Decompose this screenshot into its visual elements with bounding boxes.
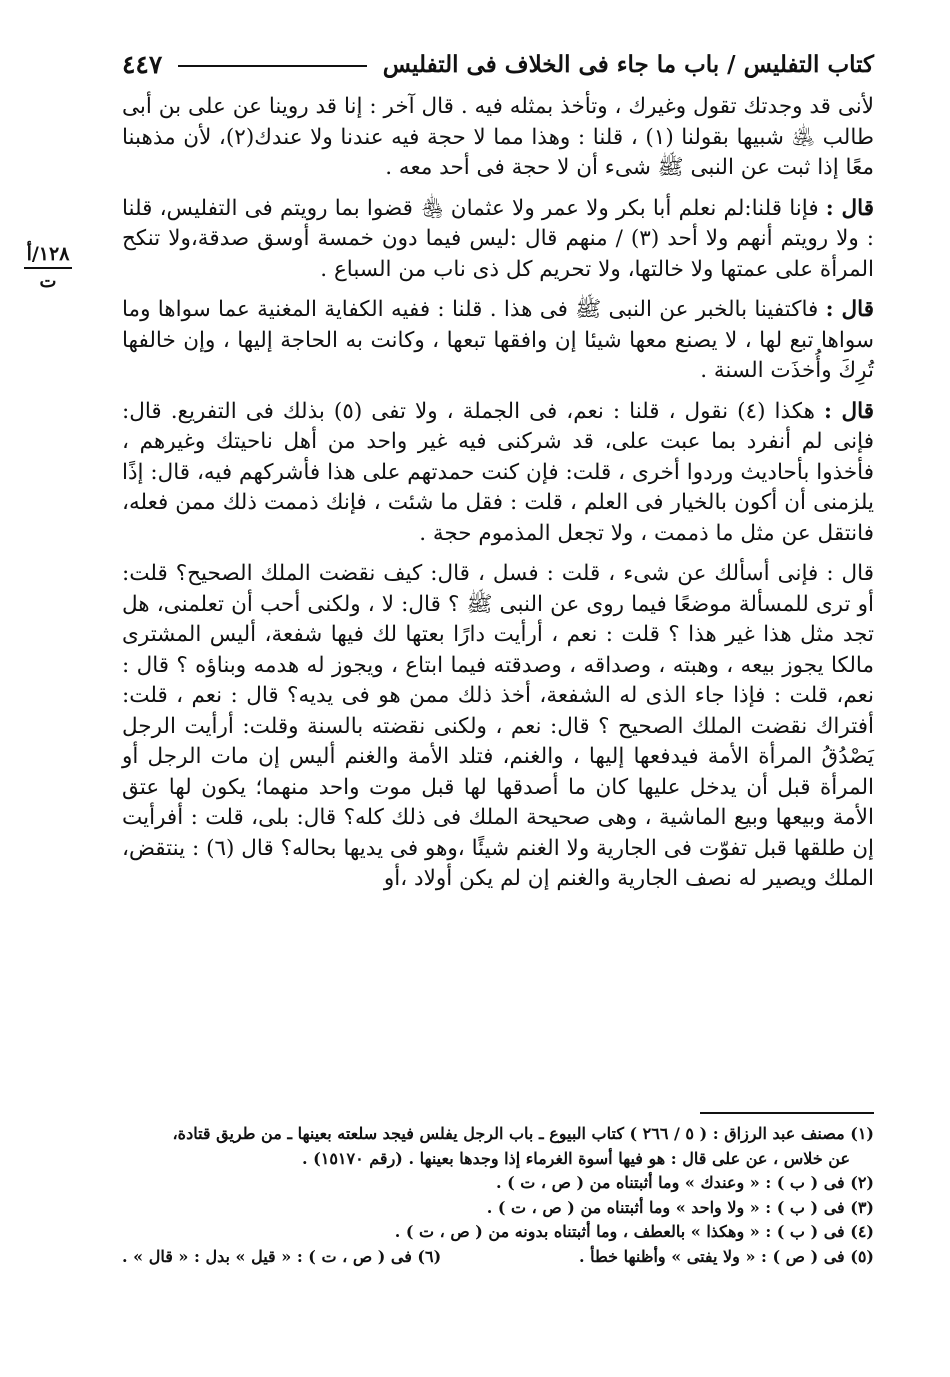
footnotes [122,1122,874,1269]
footnote: (٥) فى ( ص ) : « ولا يفتى » وأظنها خطأ . [579,1246,874,1266]
paragraph-label: قال : [825,297,874,322]
header-title: كتاب التفليس / باب ما جاء فى الخلاف فى التفليس [382,50,874,78]
paragraph [122,397,874,550]
footnote: (٦) فى ( ص ، ت ) : « قيل » بدل : « قال » . [122,1246,442,1266]
footnote-continuation: عن خلاس ، عن على قال : هو فيها أسوة الغرماء إذا وجدها بعينها . (رقم ١٥١٧٠) . [302,1148,850,1168]
paragraph-text: هكذا (٤) نقول ، قلنا : نعم، فى الجملة ، ولا تفى (٥) بذلك فى التفريع. قال: فإنى لم أنفرد بما عبت على، قد شركنى فيه غير واحد من أهل ناحيتك وغيرهم ، فأخذوا بأحاديث وردوا أخرى ، قلت: فإن كنت حمدتهم على هذا فأشركهم فيه، قال: إذًا يلزمنى أن أكون بالخيار فى العلم ، قلت : فقل ما شئت ، فإنك ذممت ذلك ممن فعله، فانتقل عن مثل ما ذممت ، ولا تجعل المذموم حجة . [122,398,874,546]
paragraph [122,295,874,387]
footnote: (٤) فى ( ب ) : « وهكذا » بالعطف ، وما أثبتناه بدونه من ( ص ، ت ) . [394,1222,874,1241]
footnote: (١) مصنف عبد الرزاق : ( ٥ / ٢٦٦ ) كتاب البيوع ـ باب الرجل يفلس فيجد سلعته بعينها ـ من طريق قتادة، [172,1124,874,1143]
folio-divider [24,267,72,269]
footnote: (٣) فى ( ب ) : « ولا واحد » وما أثبتناه من ( ص ، ت ) . [486,1197,874,1217]
paragraph [122,194,874,286]
paragraph-text: فإنا قلنا:لم نعلم أبا بكر ولا عمر ولا عثمان ﵃ قضوا بما رويتم فى التفليس، قلنا : ولا رويتم أنهم ولا أحد (٣) / منهم قال :ليس فيما دون خمسة أوسق صدقة،ولا تنكح المرأة على عمتها ولا خالتها، ولا تحريم كل ذى ناب من السباع . [122,195,874,282]
paragraph-text: قال : فإنى أسألك عن شىء ، قلت : فسل ، قال: كيف نقضت الملك الصحيح؟ قلت: أو ترى للمسألة موضعًا فيما روى عن النبى ﷺ ؟ قال: لا ، ولكنى أحب أن تعلمنى، هل تجد مثل هذا غير هذا ؟ قلت : نعم ، أرأيت دارًا بعتها لك فيها شفعة، أليس المشترى مالكا يجوز بيعه ، وهبته ، وصداقه ، وصدقته فيما ابتاع ، ويجوز له هدمه وبناؤه ؟ قال : نعم، قلت : فإذا جاء الذى له الشفعة، أخذ ذلك ممن هو فى يديه؟ قال : نعم ، قلت: أفتراك نقضت الملك الصحيح ؟ قال: نعم ، ولكنى نقضته بالسنة وقلت: أرأيت الرجل يَصْدُقُ المرأة الأمة فيدفعها إليها ، والغنم، فتلد الأمة والغنم أليس إن مات الرجل أو المرأة قبل أن يدخل عليها كان ما أصدقها لها قبل موت واحد منهما؛ يكون لها عتق الأمة وبيعها وبيع الماشية ، وهى صحيحة الملك فى ذلك كله؟ قال: بلى، قلت : أفرأيت إن طلقها قبل تفوّت فى الجارية ولا الغنم شيئًا ،وهو فى يديها بحاله؟ قال (٦) : ينتقض، الملك ويصير له نصف الجارية والغنم إن لم يكن أولاد ،أو [122,561,874,891]
footnote: (٢) فى ( ب ) : « وعندك » وما أثبتناه من ( ص ، ت ) . [495,1173,874,1192]
paragraph-label: قال : [825,195,874,221]
paragraph-label: قال : [823,398,874,424]
folio-number: ١٢٨/أ [26,243,70,265]
footnote-row [122,1245,874,1270]
manuscript-folio-note [20,243,76,292]
page-number: ٤٤٧ [122,49,163,79]
paragraph [122,92,874,184]
folio-manuscript-letter: ت [39,271,57,292]
footnote-separator [700,1112,874,1114]
paragraph-text: فاكتفينا بالخبر عن النبى ﷺ فى هذا . قلنا : ففيه الكفاية المغنية عما سواها وما سواها تبع لها ، لا يصنع معها شيئا إن وافقها تبعها ، وكانت به الحاجة إليها ، وإن خالفها تُرِكَ وأُخذَت السنة . [122,297,874,383]
paragraph [122,559,874,895]
running-header [122,44,874,84]
paragraph-text: لأنى قد وجدتك تقول وغيرك ، وتأخذ بمثله فيه . قال آخر : إنا قد روينا عن على بن أبى طالب ﵁ شبيها بقولنا (١) ، قلنا : وهذا مما لا حجة فيه عندنا ولا عندك(٢)، لأن مذهبنا معًا إذا ثبت عن النبى ﷺ شىء أن لا حجة فى أحد معه . [122,94,874,180]
header-rule [178,65,366,67]
main-text [122,92,874,905]
